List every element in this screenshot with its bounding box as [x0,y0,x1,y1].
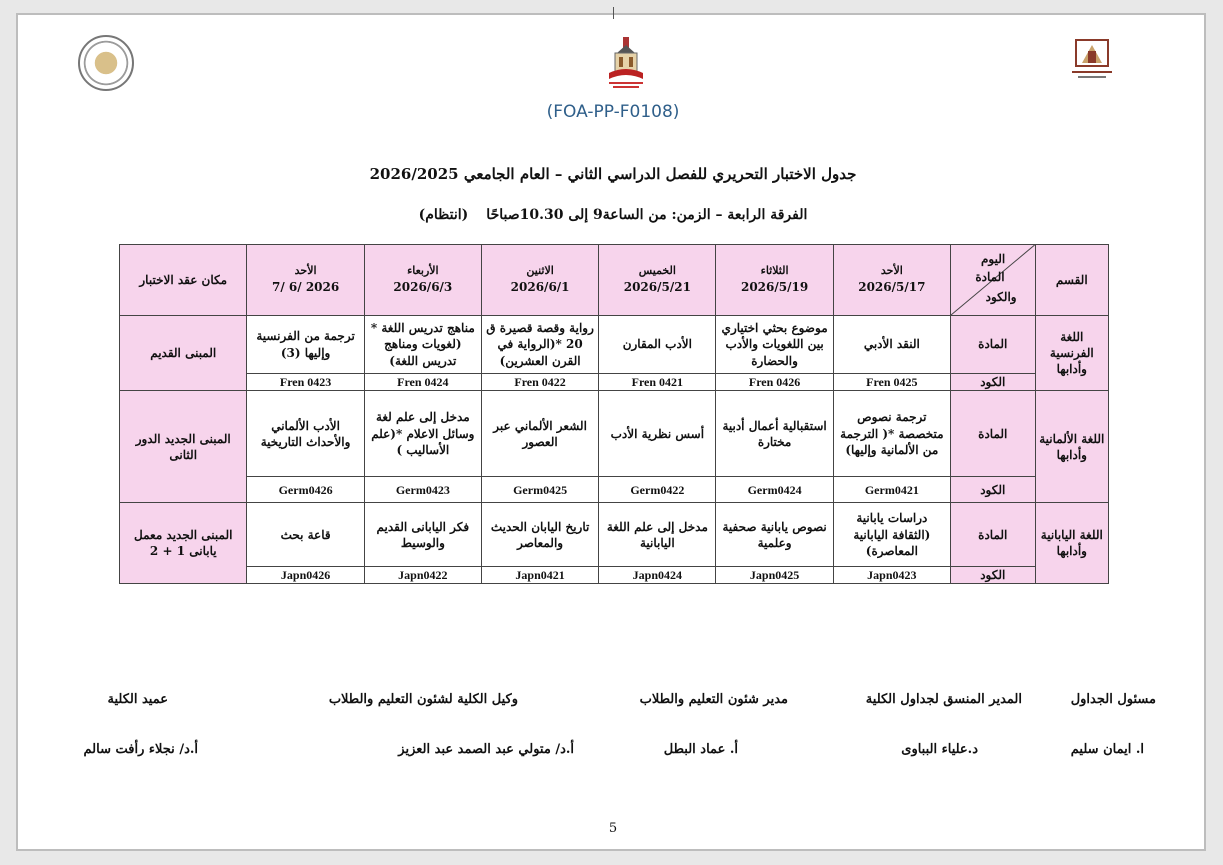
table-row [120,391,1109,477]
signature-name: د.علياء البباوى [901,742,978,757]
day-header: الثلاثاء 2026/5/19 [716,245,833,316]
code-cell: Fren 0421 [599,374,716,391]
subject-cell: فكر اليابانى القديم والوسيط [364,503,481,567]
department-header: القسم [1035,245,1108,316]
corner-code-label: والكود [985,290,1017,304]
day-header: الاثنين 2026/6/1 [481,245,598,316]
code-cell: Japn0421 [481,567,598,584]
signature-title: وكيل الكلية لشئون التعليم والطلاب [328,692,518,707]
subject-cell: الأدب المقارن [599,316,716,374]
subject-cell: تاريخ اليابان الحديث والمعاصر [481,503,598,567]
signature-title: مسئول الجداول [1070,692,1156,707]
cairo-university-logo [1070,37,1114,83]
signature-title: عميد الكلية [107,692,168,707]
code-cell: Germ0421 [833,477,950,503]
page-number: 5 [608,821,618,836]
subject-label: المادة [950,391,1035,477]
code-cell: Germ0422 [599,477,716,503]
location-cell: المبنى القديم [120,316,247,391]
subject-cell: رواية وقصة قصيرة ق 20 *(الرواية في القرن العشرين) [481,316,598,374]
location-cell: المبنى الجديد الدور الثانى [120,391,247,503]
day-header: الخميس 2026/5/21 [599,245,716,316]
signature-name: ا. ايمان سليم [1070,742,1144,757]
subject-cell: مدخل إلى علم اللغة اليابانية [599,503,716,567]
code-label: الكود [950,374,1035,391]
subject-cell: ترجمة من الفرنسية وإليها (3) [247,316,364,374]
table-row [120,477,1109,503]
subject-cell: ترجمة نصوص متخصصة *( الترجمة من الألمانية وإليها) [833,391,950,477]
code-cell: Japn0424 [599,567,716,584]
code-cell: Germ0425 [481,477,598,503]
subtitle-text: الفرقة الرابعة – الزمن: من الساعة9 إلى 10.30صباحًا [486,207,808,223]
department-cell: اللغة الفرنسية وأدابها [1035,316,1108,391]
corner-header-cell [950,245,1035,316]
subject-cell: قاعة بحث [247,503,364,567]
department-cell: اللغة اليابانية وأدابها [1035,503,1108,584]
subject-cell: مناهج تدريس اللغة *(لغويات ومناهج تدريس اللغة) [364,316,481,374]
table-row [120,503,1109,567]
subject-cell: استقبالية أعمال أدبية مختارة [716,391,833,477]
department-cell: اللغة الألمانية وأدابها [1035,391,1108,503]
subject-cell: النقد الأدبي [833,316,950,374]
corner-subject-label: المادة [975,270,1005,284]
subtitle-tag: (انتظام) [418,207,469,223]
corner-day-label: اليوم [980,252,1006,266]
code-cell: Fren 0425 [833,374,950,391]
table-row [120,374,1109,391]
code-cell: Fren 0424 [364,374,481,391]
page-title: جدول الاختبار التحريري للفصل الدراسي الثاني – العام الجامعي 2026/2025 [369,165,857,183]
table-row [120,316,1109,374]
page-subtitle [18,207,1208,223]
document-page [16,13,1206,851]
signature-name: أ.د/ نجلاء رأفت سالم [83,742,198,757]
day-header: الأربعاء 2026/6/3 [364,245,481,316]
code-cell: Germ0423 [364,477,481,503]
day-header: الأحد 2026 /6 /7 [247,245,364,316]
document-reference: (FOA-PP-F0108) [546,102,680,122]
university-seal-logo [78,35,134,91]
code-label: الكود [950,477,1035,503]
code-cell: Japn0422 [364,567,481,584]
subject-cell: أسس نظرية الأدب [599,391,716,477]
signature-title: مدير شئون التعليم والطلاب [639,692,788,707]
subject-label: المادة [950,503,1035,567]
code-cell: Fren 0423 [247,374,364,391]
table-header-row [120,245,1109,316]
code-label: الكود [950,567,1035,584]
location-cell: المبنى الجديد معمل يابانى 1 + 2 [120,503,247,584]
day-header: الأحد 2026/5/17 [833,245,950,316]
subject-cell: الأدب الألماني والأحداث التاريخية [247,391,364,477]
subject-cell: موضوع بحثي اختياري بين اللغويات والأدب والحضارة [716,316,833,374]
subject-cell: مدخل إلى علم لغة وسائل الاعلام *(علم الأساليب ) [364,391,481,477]
signature-name: أ.د/ متولي عبد الصمد عبد العزيز [398,742,574,757]
location-header: مكان عقد الاختبار [120,245,247,316]
subject-cell: دراسات يابانية (الثقافة اليابانية المعاصرة) [833,503,950,567]
subject-cell: الشعر الألماني عبر العصور [481,391,598,477]
code-cell: Germ0424 [716,477,833,503]
code-cell: Germ0426 [247,477,364,503]
code-cell: Fren 0426 [716,374,833,391]
signature-name: أ. عماد البطل [663,742,738,757]
code-cell: Japn0425 [716,567,833,584]
table-row [120,567,1109,584]
code-cell: Japn0426 [247,567,364,584]
signature-title: المدير المنسق لجداول الكلية [865,692,1022,707]
exam-schedule-table [119,244,1109,584]
subject-cell: نصوص يابانية صحفية وعلمية [716,503,833,567]
faculty-logo [603,35,649,91]
subject-label: المادة [950,316,1035,374]
code-cell: Fren 0422 [481,374,598,391]
code-cell: Japn0423 [833,567,950,584]
